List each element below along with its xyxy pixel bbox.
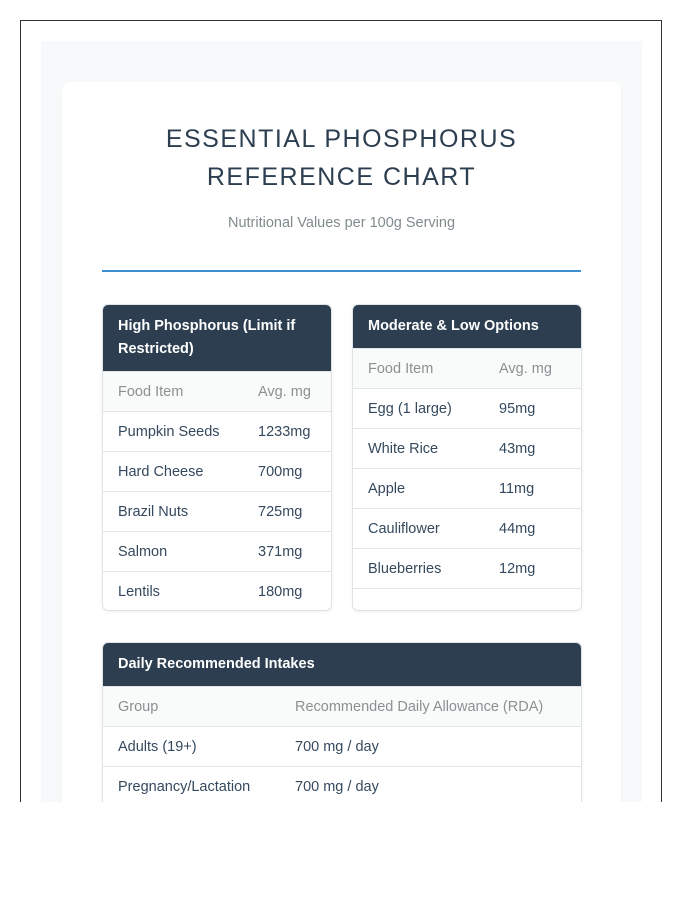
column-header: Food Item bbox=[118, 383, 184, 400]
food-value: 43mg bbox=[499, 440, 536, 457]
table-row bbox=[103, 451, 331, 491]
food-value: 700mg bbox=[258, 463, 303, 480]
table-title: High Phosphorus (Limit if Restricted) bbox=[103, 305, 331, 371]
table-filler bbox=[353, 588, 581, 611]
food-value: 12mg bbox=[499, 560, 536, 577]
reference-card bbox=[62, 82, 621, 802]
rda-value: 700 mg / day bbox=[295, 778, 379, 795]
group-label: Pregnancy/Lactation bbox=[118, 778, 251, 795]
page-frame bbox=[20, 20, 662, 802]
moderate-low-table bbox=[352, 304, 582, 611]
table-row bbox=[103, 411, 331, 451]
daily-intake-table bbox=[102, 642, 582, 802]
food-value: 725mg bbox=[258, 503, 303, 520]
food-value: 95mg bbox=[499, 400, 536, 417]
table-row bbox=[353, 428, 581, 468]
column-header: Avg. mg bbox=[499, 360, 552, 377]
table-row bbox=[353, 508, 581, 548]
table-title: Daily Recommended Intakes bbox=[103, 643, 581, 686]
table-row bbox=[353, 468, 581, 508]
food-value: 44mg bbox=[499, 520, 536, 537]
food-item: White Rice bbox=[368, 440, 439, 457]
table-row bbox=[103, 726, 581, 766]
food-value: 371mg bbox=[258, 543, 303, 560]
food-item: Lentils bbox=[118, 583, 160, 600]
column-header: Food Item bbox=[368, 360, 434, 377]
table-row bbox=[103, 531, 331, 571]
food-item: Cauliflower bbox=[368, 520, 440, 537]
table-header-row bbox=[103, 371, 331, 411]
table-title: Moderate & Low Options bbox=[353, 305, 581, 348]
accent-divider bbox=[102, 270, 581, 272]
food-item: Egg (1 large) bbox=[368, 400, 452, 417]
table-header-row bbox=[103, 686, 581, 726]
column-header: Recommended Daily Allowance (RDA) bbox=[295, 698, 544, 715]
food-value: 11mg bbox=[499, 480, 535, 497]
rda-value: 700 mg / day bbox=[295, 738, 379, 755]
food-item: Hard Cheese bbox=[118, 463, 204, 480]
food-item: Apple bbox=[368, 480, 406, 497]
food-item: Blueberries bbox=[368, 560, 442, 577]
column-header: Group bbox=[118, 698, 159, 715]
table-row bbox=[103, 766, 581, 802]
column-header: Avg. mg bbox=[258, 383, 311, 400]
group-label: Adults (19+) bbox=[118, 738, 197, 755]
high-phosphorus-table bbox=[102, 304, 332, 611]
food-item: Salmon bbox=[118, 543, 168, 560]
title-line-2: REFERENCE CHART bbox=[206, 163, 477, 191]
food-item: Brazil Nuts bbox=[118, 503, 189, 520]
page-title bbox=[62, 120, 621, 196]
page-subtitle: Nutritional Values per 100g Serving bbox=[227, 215, 456, 231]
title-line-1: ESSENTIAL PHOSPHORUS bbox=[165, 125, 518, 153]
table-row bbox=[353, 548, 581, 588]
table-row bbox=[103, 491, 331, 531]
page-background bbox=[41, 41, 642, 802]
food-item: Pumpkin Seeds bbox=[118, 423, 220, 440]
table-header-row bbox=[353, 348, 581, 388]
food-value: 1233mg bbox=[258, 423, 311, 440]
food-value: 180mg bbox=[258, 583, 303, 600]
table-row bbox=[103, 571, 331, 611]
table-row bbox=[353, 388, 581, 428]
